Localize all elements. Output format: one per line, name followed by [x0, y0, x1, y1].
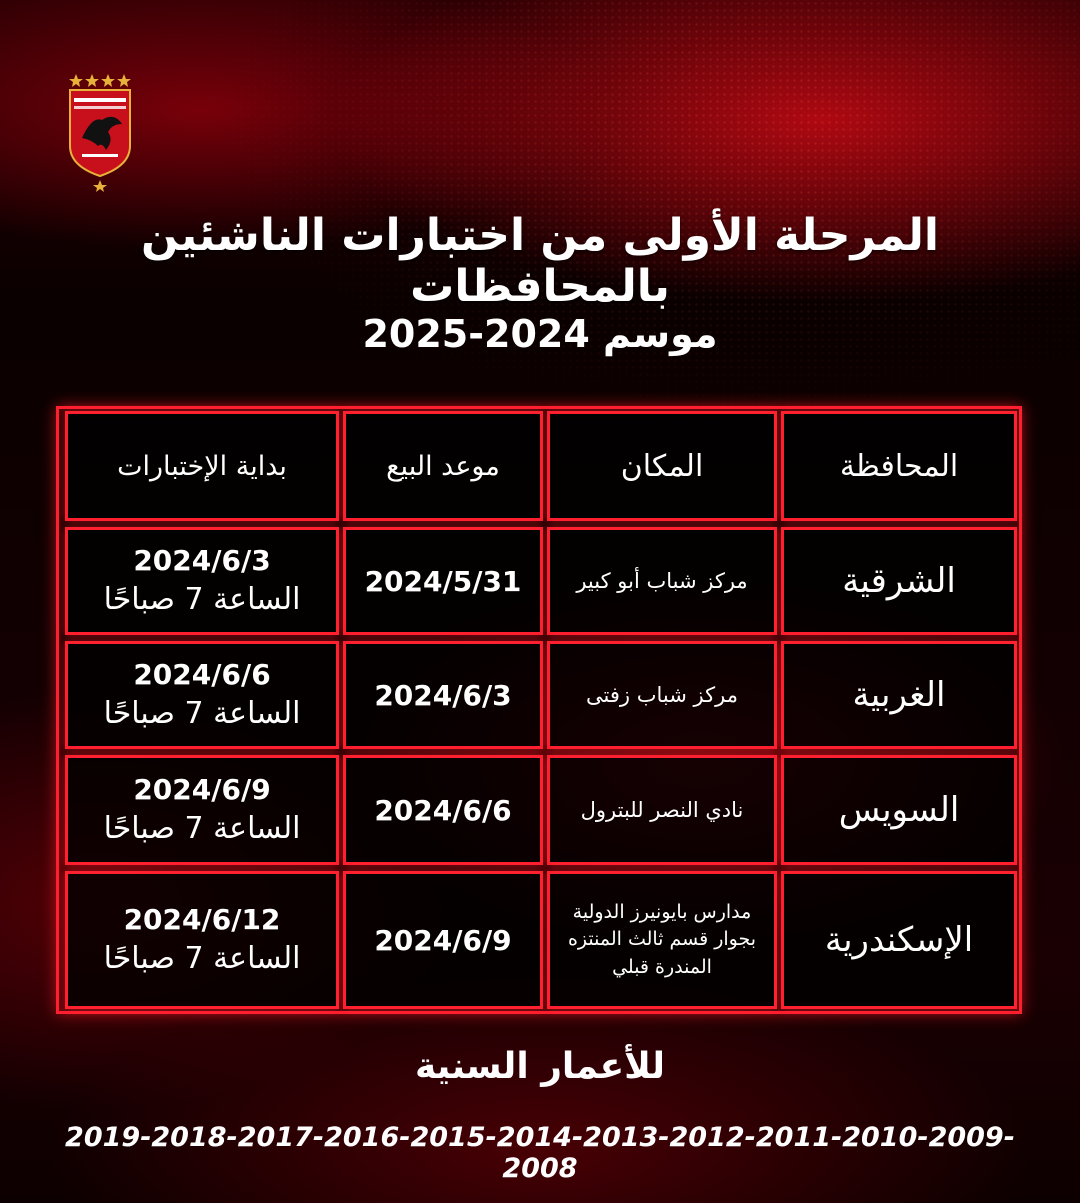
row-2-start-date: 2024/6/6 — [133, 657, 271, 691]
row-4-place-line-2: بجوار قسم ثالث المنتزه — [567, 928, 757, 951]
row-2-place: مركز شباب زفتى — [547, 641, 777, 749]
row-2-start — [65, 641, 339, 749]
row-4-governorate: الإسكندرية — [781, 871, 1017, 1009]
row-4-place-line-3: المندرة قبلي — [612, 955, 712, 978]
row-4-sale-date: 2024/6/9 — [343, 871, 543, 1009]
age-groups-title: للأعمار السنية — [414, 1046, 666, 1087]
age-groups-list: 2019-2018-2017-2016-2015-2014-2013-2012-2011-2010-2009-2008 — [65, 1122, 1015, 1184]
row-2-start-time: الساعة 7 صباحًا — [103, 695, 301, 731]
header-start: بداية الإختبارات — [65, 411, 339, 521]
row-1-start — [65, 527, 339, 635]
row-1-start-date: 2024/6/3 — [133, 543, 271, 577]
row-4-start-date: 2024/6/12 — [123, 902, 281, 936]
row-2-governorate: الغربية — [781, 641, 1017, 749]
row-1-start-time: الساعة 7 صباحًا — [103, 581, 301, 617]
row-3-governorate: السويس — [781, 755, 1017, 865]
row-3-sale-date: 2024/6/6 — [343, 755, 543, 865]
row-1-sale-date: 2024/5/31 — [343, 527, 543, 635]
header-sale-date: موعد البيع — [343, 411, 543, 521]
row-4-start-time: الساعة 7 صباحًا — [103, 940, 301, 976]
row-3-start — [65, 755, 339, 865]
row-4-place — [547, 871, 777, 1009]
row-4-place-line-1: مدارس بايونيرز الدولية — [572, 900, 752, 923]
header-place: المكان — [547, 411, 777, 521]
row-3-start-date: 2024/6/9 — [133, 772, 271, 806]
al-ahly-eagle-crest-icon — [62, 68, 138, 192]
page-title: المرحلة الأولى من اختبارات الناشئين بالمحافظات — [141, 210, 939, 312]
row-4-start — [65, 871, 339, 1009]
row-3-start-time: الساعة 7 صباحًا — [103, 810, 301, 846]
schedule-table — [56, 406, 1022, 1014]
header-governorate: المحافظة — [781, 411, 1017, 521]
row-1-place: مركز شباب أبو كبير — [547, 527, 777, 635]
season-label: موسم 2024-2025 — [362, 312, 718, 356]
row-2-sale-date: 2024/6/3 — [343, 641, 543, 749]
club-logo — [62, 68, 138, 192]
row-1-governorate: الشرقية — [781, 527, 1017, 635]
row-3-place: نادي النصر للبترول — [547, 755, 777, 865]
